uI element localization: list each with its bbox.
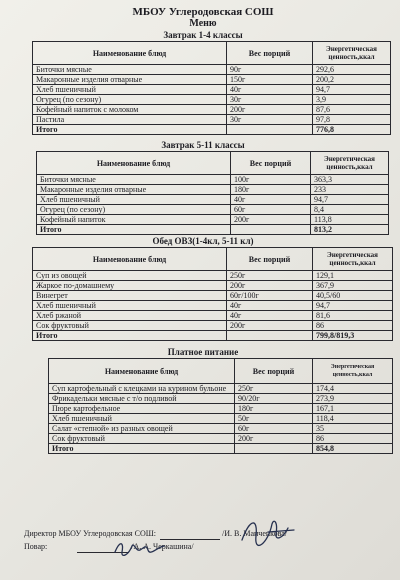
menu-table-lunch-ovz — [32, 247, 393, 341]
column-header-energy: Энергетическая ценность,ккал — [313, 359, 393, 384]
dish-energy: 367,9 — [313, 281, 393, 291]
dish-name: Пастила — [33, 115, 227, 125]
dish-name: Винегрет — [33, 291, 227, 301]
dish-energy: 97,8 — [313, 115, 391, 125]
dish-portion: 40г — [227, 85, 313, 95]
table-header-row — [33, 42, 391, 65]
cook-name: /А. А. Черкашина/ — [131, 542, 194, 551]
dish-energy: 3,9 — [313, 95, 391, 105]
total-row — [49, 444, 393, 454]
dish-portion: 250г — [235, 384, 313, 394]
table-row — [49, 394, 393, 404]
column-header-energy: Энергетическая ценность,ккал — [313, 42, 391, 65]
column-header-name: Наименование блюд — [33, 248, 227, 271]
total-value: 854,8 — [313, 444, 393, 454]
table-row — [49, 434, 393, 444]
dish-portion: 40г — [231, 195, 311, 205]
column-header-portion: Вес порций — [231, 152, 311, 175]
dish-name: Биточки мясные — [33, 65, 227, 75]
dish-energy: 86 — [313, 321, 393, 331]
total-value: 813,2 — [311, 225, 389, 235]
table-header-row — [33, 248, 393, 271]
table-row — [33, 301, 393, 311]
menu-subtitle: Меню — [189, 18, 217, 29]
dish-name: Суп картофельный с клецками на курином бульоне — [49, 384, 235, 394]
dish-name: Хлеб пшеничный — [49, 414, 235, 424]
dish-portion: 40г — [227, 301, 313, 311]
dish-energy: 200,2 — [313, 75, 391, 85]
table-row — [49, 404, 393, 414]
dish-name: Огурец (по сезону) — [37, 205, 231, 215]
dish-portion: 90/20г — [235, 394, 313, 404]
menu-page — [14, 6, 392, 454]
total-row — [33, 331, 393, 341]
dish-energy: 118,4 — [313, 414, 393, 424]
dish-energy: 174,4 — [313, 384, 393, 394]
table-row — [33, 95, 391, 105]
total-empty — [227, 331, 313, 341]
table-row — [33, 271, 393, 281]
column-header-portion: Вес порций — [235, 359, 313, 384]
dish-energy: 86 — [313, 434, 393, 444]
dish-energy: 81,6 — [313, 311, 393, 321]
dish-portion: 30г — [227, 115, 313, 125]
column-header-name: Наименование блюд — [49, 359, 235, 384]
dish-energy: 94,7 — [313, 85, 391, 95]
table-row — [33, 281, 393, 291]
section-title-breakfast-1-4: Завтрак 1-4 классы — [163, 30, 243, 40]
dish-portion: 50г — [235, 414, 313, 424]
dish-portion: 200г — [231, 215, 311, 225]
total-label: Итого — [33, 125, 227, 135]
dish-portion: 200г — [227, 281, 313, 291]
total-value: 799,8/819,3 — [313, 331, 393, 341]
dish-name: Макаронные изделия отварные — [33, 75, 227, 85]
total-label: Итого — [37, 225, 231, 235]
dish-energy: 129,1 — [313, 271, 393, 281]
table-row — [33, 75, 391, 85]
table-row — [33, 85, 391, 95]
section-title-paid-meals: Платное питание — [167, 347, 239, 357]
cook-signature-row — [24, 540, 364, 553]
dish-name: Салат «степной» из разных овощей — [49, 424, 235, 434]
dish-portion: 60г — [231, 205, 311, 215]
total-empty — [231, 225, 311, 235]
dish-name: Огурец (по сезону) — [33, 95, 227, 105]
table-row — [33, 311, 393, 321]
director-signature — [238, 514, 298, 548]
dish-portion: 200г — [227, 105, 313, 115]
menu-table-breakfast-1-4 — [32, 41, 391, 135]
signature-block — [24, 527, 364, 553]
section-title-breakfast-5-11: Завтрак 5-11 классы — [161, 140, 245, 150]
dish-energy: 363,3 — [311, 175, 389, 185]
dish-name: Кофейный напиток — [37, 215, 231, 225]
dish-energy: 233 — [311, 185, 389, 195]
cook-label: Повар: — [24, 542, 48, 551]
total-label: Итого — [49, 444, 235, 454]
table-row — [33, 291, 393, 301]
dish-portion: 180г — [235, 404, 313, 414]
dish-portion: 40г — [227, 311, 313, 321]
director-signature-row — [24, 527, 364, 540]
dish-name: Суп из овощей — [33, 271, 227, 281]
dish-name: Сок фруктовый — [49, 434, 235, 444]
dish-name: Макаронные изделия отварные — [37, 185, 231, 195]
column-header-portion: Вес порций — [227, 248, 313, 271]
table-row — [49, 384, 393, 394]
table-row — [37, 185, 389, 195]
table-row — [33, 65, 391, 75]
total-row — [33, 125, 391, 135]
dish-name: Жаркое по-домашнему — [33, 281, 227, 291]
total-empty — [227, 125, 313, 135]
dish-energy: 87,6 — [313, 105, 391, 115]
dish-name: Кофейный напиток с молоком — [33, 105, 227, 115]
total-label: Итого — [33, 331, 227, 341]
table-row — [37, 205, 389, 215]
section-title-lunch-ovz: Обед ОВЗ(1-4кл, 5-11 кл) — [152, 236, 254, 246]
total-empty — [235, 444, 313, 454]
table-row — [33, 321, 393, 331]
column-header-energy: Энергетическая ценность,ккал — [313, 248, 393, 271]
table-row — [49, 424, 393, 434]
dish-energy: 94,7 — [311, 195, 389, 205]
table-row — [37, 215, 389, 225]
dish-name: Сок фруктовый — [33, 321, 227, 331]
dish-energy: 8,4 — [311, 205, 389, 215]
dish-portion: 200г — [227, 321, 313, 331]
dish-energy: 292,6 — [313, 65, 391, 75]
table-row — [33, 115, 391, 125]
dish-energy: 273,9 — [313, 394, 393, 404]
dish-name: Хлеб пшеничный — [33, 301, 227, 311]
total-value: 776,8 — [313, 125, 391, 135]
dish-portion: 100г — [231, 175, 311, 185]
table-header-row — [49, 359, 393, 384]
dish-portion: 150г — [227, 75, 313, 85]
dish-portion: 200г — [235, 434, 313, 444]
dish-name: Фрикадельки мясные с т/о подливой — [49, 394, 235, 404]
dish-name: Хлеб пшеничный — [33, 85, 227, 95]
dish-energy: 40,5/60 — [313, 291, 393, 301]
table-row — [49, 414, 393, 424]
table-row — [37, 195, 389, 205]
dish-portion: 30г — [227, 95, 313, 105]
dish-energy: 94,7 — [313, 301, 393, 311]
school-title: МБОУ Углеродовская СОШ — [132, 6, 274, 18]
total-row — [37, 225, 389, 235]
dish-portion: 60г — [235, 424, 313, 434]
column-header-energy: Энергетическая ценность,ккал — [311, 152, 389, 175]
dish-name: Биточки мясные — [37, 175, 231, 185]
dish-name: Хлеб пшеничный — [37, 195, 231, 205]
dish-energy: 167,1 — [313, 404, 393, 414]
dish-energy: 35 — [313, 424, 393, 434]
dish-portion: 250г — [227, 271, 313, 281]
table-header-row — [37, 152, 389, 175]
dish-energy: 113,8 — [311, 215, 389, 225]
dish-portion: 90г — [227, 65, 313, 75]
director-name: /И. В. Манченкова/ — [222, 529, 288, 538]
column-header-portion: Вес порций — [227, 42, 313, 65]
table-row — [37, 175, 389, 185]
dish-name: Пюре картофельное — [49, 404, 235, 414]
menu-table-paid-meals — [48, 358, 393, 454]
dish-name: Хлеб ржаной — [33, 311, 227, 321]
dish-portion: 180г — [231, 185, 311, 195]
column-header-name: Наименование блюд — [37, 152, 231, 175]
cook-signature — [112, 536, 168, 562]
dish-portion: 60г/100г — [227, 291, 313, 301]
menu-table-breakfast-5-11 — [36, 151, 389, 235]
column-header-name: Наименование блюд — [33, 42, 227, 65]
director-label: Директор МБОУ Углеродовская СОШ: — [24, 529, 157, 538]
table-row — [33, 105, 391, 115]
